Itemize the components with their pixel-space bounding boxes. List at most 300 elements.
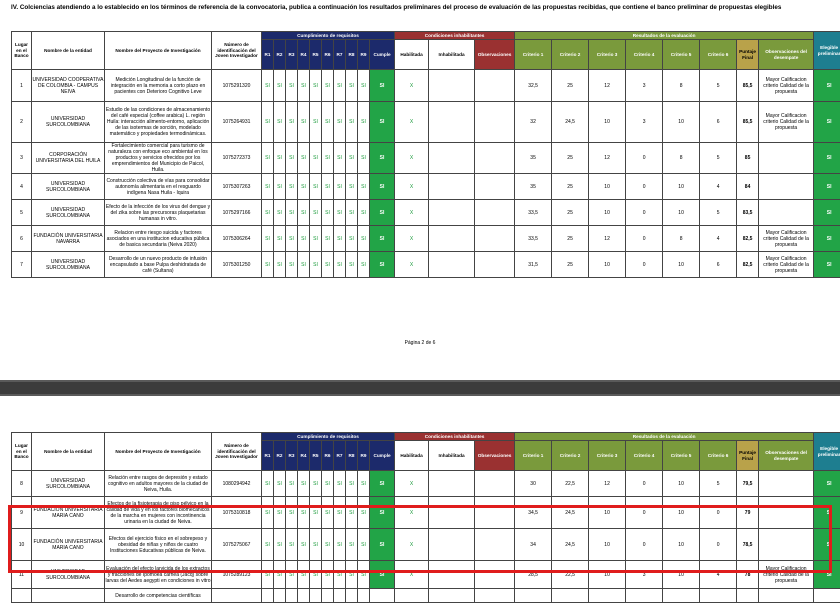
row-elegible: SI	[814, 70, 840, 102]
row-lugar: 10	[12, 529, 32, 561]
col-entidad: Nombre de la entidad	[32, 32, 105, 70]
row-r9: SI	[358, 252, 370, 278]
row-habilitada: X	[395, 143, 429, 174]
col-r3: R3	[286, 441, 298, 471]
row-habilitada: X	[395, 174, 429, 200]
row-criterio-4: 3	[626, 561, 663, 589]
group-condiciones: Condiciones inhabilitantes	[395, 32, 515, 40]
table-row	[12, 70, 840, 102]
row-r5: SI	[310, 102, 322, 143]
row-habilitada: X	[395, 70, 429, 102]
row-observaciones	[475, 200, 515, 226]
row-numero: 1075301250	[212, 252, 262, 278]
row-inhabilitada	[429, 471, 475, 497]
col-lugar: Lugar en el Banco	[12, 433, 32, 471]
row-puntaje: 82,5	[737, 226, 759, 252]
row-cumple: SI	[370, 70, 395, 102]
row-observaciones	[475, 143, 515, 174]
row-criterio-2: 24,5	[552, 529, 589, 561]
col-habilitada: Habilitada	[395, 40, 429, 70]
col-criterio-6: Criterio 6	[700, 441, 737, 471]
row-r3: SI	[286, 200, 298, 226]
row-puntaje: 79,5	[737, 471, 759, 497]
row-elegible: SI	[814, 174, 840, 200]
row-proyecto: Evaluación del efecto larvicida de los extractos y fracciones de Ipomoea carnea (Jacq) sobre larvas del Aedes aegypti en condiciones in vitro	[105, 561, 212, 589]
row-r8: SI	[346, 200, 358, 226]
row-cumple: SI	[370, 200, 395, 226]
row-criterio-6: 4	[700, 561, 737, 589]
row-r6: SI	[322, 561, 334, 589]
row-r7: SI	[334, 252, 346, 278]
row-criterio-3: 12	[589, 70, 626, 102]
row-r1: SI	[262, 143, 274, 174]
group-cumplimiento: Cumplimiento de requisitos	[262, 433, 395, 441]
row-r7: SI	[334, 226, 346, 252]
row-r1: SI	[262, 252, 274, 278]
row-r9: SI	[358, 471, 370, 497]
row-proyecto: Construcción colectiva de vías para consolidar autonomía alimentaria en el resguardo indígena Nasa Huila - Iquira	[105, 174, 212, 200]
row-r7: SI	[334, 102, 346, 143]
row-r8: SI	[346, 561, 358, 589]
row-r9: SI	[358, 70, 370, 102]
row-r7	[334, 589, 346, 603]
row-inhabilitada	[429, 174, 475, 200]
row-criterio-6: 6	[700, 252, 737, 278]
row-r4: SI	[298, 226, 310, 252]
col-r4: R4	[298, 40, 310, 70]
row-habilitada: X	[395, 102, 429, 143]
row-criterio-2: 25	[552, 226, 589, 252]
row-criterio-1: 32	[515, 102, 552, 143]
row-entidad: UNIVERSIDAD SURCOLOMBIANA	[32, 102, 105, 143]
row-criterio-3: 12	[589, 143, 626, 174]
row-criterio-3: 10	[589, 561, 626, 589]
row-r5	[310, 589, 322, 603]
row-lugar: 5	[12, 200, 32, 226]
row-entidad: UNIVERSIDAD SURCOLOMBIANA	[32, 252, 105, 278]
row-puntaje: 78	[737, 561, 759, 589]
row-numero: 1075289123	[212, 561, 262, 589]
row-r7: SI	[334, 497, 346, 529]
col-criterio-4: Criterio 4	[626, 441, 663, 471]
row-criterio-2: 24,5	[552, 497, 589, 529]
row-r1	[262, 589, 274, 603]
col-observaciones: Observaciones	[475, 441, 515, 471]
row-habilitada: X	[395, 497, 429, 529]
row-entidad: FUNDACIÓN UNIVERSITARIA MARIA CANO	[32, 497, 105, 529]
row-criterio-1: 34,5	[515, 497, 552, 529]
row-criterio-4: 0	[626, 174, 663, 200]
row-proyecto: Efectos de la fisioterapia de piso pélvico en la calidad de vida y en los factores biomecánicos de la marcha en mujeres con incontinencia urinaria en la ciudad de Neiva.	[105, 497, 212, 529]
row-r5: SI	[310, 497, 322, 529]
row-r9: SI	[358, 102, 370, 143]
row-r5: SI	[310, 226, 322, 252]
col-obs-desempate: Observaciones del desempate	[759, 40, 814, 70]
row-numero: 1075297166	[212, 200, 262, 226]
row-obs-desempate	[759, 589, 814, 603]
row-criterio-3: 12	[589, 226, 626, 252]
row-criterio-6: 4	[700, 226, 737, 252]
row-criterio-5: 8	[663, 143, 700, 174]
row-cumple: SI	[370, 143, 395, 174]
row-habilitada: X	[395, 252, 429, 278]
table-row	[12, 174, 840, 200]
col-elegible: Elegible preliminar	[814, 32, 840, 70]
row-criterio-3: 10	[589, 497, 626, 529]
row-criterio-4: 3	[626, 70, 663, 102]
row-criterio-5: 10	[663, 497, 700, 529]
row-r6: SI	[322, 70, 334, 102]
row-entidad: CORPORACIÓN UNIVERSITARIA DEL HUILA	[32, 143, 105, 174]
row-r7: SI	[334, 143, 346, 174]
col-criterio-5: Criterio 5	[663, 441, 700, 471]
row-r4: SI	[298, 497, 310, 529]
row-obs-desempate	[759, 200, 814, 226]
row-r6: SI	[322, 529, 334, 561]
col-r5: R5	[310, 441, 322, 471]
col-obs-desempate: Observaciones del desempate	[759, 441, 814, 471]
row-observaciones	[475, 252, 515, 278]
row-cumple: SI	[370, 102, 395, 143]
row-r6	[322, 589, 334, 603]
row-r3: SI	[286, 497, 298, 529]
col-numero: Número de identificación del Joven Investigador	[212, 32, 262, 70]
row-lugar: 1	[12, 70, 32, 102]
row-r5: SI	[310, 70, 322, 102]
col-r5: R5	[310, 40, 322, 70]
row-entidad: UNIVERSIDAD SURCOLOMBIANA	[32, 471, 105, 497]
row-proyecto: Estudio de las condiciones de almacenamiento del café especial (coffee arabica) L. región Huila: interacción alimento-entorno, aplicación de las isotermas de sorción, modelado matemático y propiedades termodinámicas.	[105, 102, 212, 143]
row-r8: SI	[346, 529, 358, 561]
group-condiciones: Condiciones inhabilitantes	[395, 433, 515, 441]
col-inhabilitada: Inhabilitada	[429, 40, 475, 70]
group-resultados: Resultados de la evaluación	[515, 433, 814, 441]
row-proyecto: Fortalecimiento comercial para turismo de naturaleza con enfoque eco ambiental en los productos y servicios ofrecidos por los emprendimientos del Municipio de Paicol, Huila.	[105, 143, 212, 174]
row-r1: SI	[262, 529, 274, 561]
row-criterio-4: 0	[626, 471, 663, 497]
row-entidad: FUNDACIÓN UNIVERSITARIA NAVARRA	[32, 226, 105, 252]
row-proyecto: Efectos del ejercicio físico en el sobrepeso y obesidad de niñas y niños de cuatro Instituciones Educativas públicas de Neiva.	[105, 529, 212, 561]
row-r3: SI	[286, 226, 298, 252]
row-r9: SI	[358, 200, 370, 226]
row-r9: SI	[358, 143, 370, 174]
row-observaciones	[475, 102, 515, 143]
row-criterio-1: 34	[515, 529, 552, 561]
row-cumple: SI	[370, 529, 395, 561]
col-lugar: Lugar en el Banco	[12, 32, 32, 70]
row-criterio-5: 10	[663, 200, 700, 226]
row-r3: SI	[286, 252, 298, 278]
row-r5: SI	[310, 252, 322, 278]
row-r8: SI	[346, 226, 358, 252]
row-r1: SI	[262, 471, 274, 497]
row-inhabilitada	[429, 226, 475, 252]
row-lugar: 7	[12, 252, 32, 278]
row-r4: SI	[298, 200, 310, 226]
group-cumplimiento: Cumplimiento de requisitos	[262, 32, 395, 40]
row-r5: SI	[310, 174, 322, 200]
row-r5: SI	[310, 143, 322, 174]
row-inhabilitada	[429, 589, 475, 603]
row-cumple: SI	[370, 471, 395, 497]
row-r9: SI	[358, 497, 370, 529]
col-criterio-1: Criterio 1	[515, 441, 552, 471]
row-criterio-5: 8	[663, 226, 700, 252]
col-r9: R9	[358, 441, 370, 471]
row-entidad	[32, 589, 105, 603]
row-obs-desempate	[759, 143, 814, 174]
row-r6: SI	[322, 497, 334, 529]
row-habilitada: X	[395, 200, 429, 226]
table-row	[12, 252, 840, 278]
row-r2	[274, 589, 286, 603]
row-criterio-3: 10	[589, 252, 626, 278]
row-criterio-6	[700, 589, 737, 603]
highlight-box	[8, 505, 832, 573]
row-puntaje: 78,5	[737, 529, 759, 561]
row-r7: SI	[334, 561, 346, 589]
row-r5: SI	[310, 471, 322, 497]
row-elegible: SI	[814, 252, 840, 278]
row-lugar: 8	[12, 471, 32, 497]
row-inhabilitada	[429, 143, 475, 174]
row-criterio-4: 0	[626, 529, 663, 561]
table-row	[12, 143, 840, 174]
col-criterio-2: Criterio 2	[552, 40, 589, 70]
row-r2: SI	[274, 226, 286, 252]
row-observaciones	[475, 471, 515, 497]
row-r4: SI	[298, 252, 310, 278]
table-row	[12, 226, 840, 252]
row-r7: SI	[334, 471, 346, 497]
col-puntaje: Puntaje Final	[737, 40, 759, 70]
row-elegible	[814, 589, 840, 603]
row-cumple: SI	[370, 497, 395, 529]
row-criterio-5: 10	[663, 561, 700, 589]
row-criterio-5: 8	[663, 70, 700, 102]
row-criterio-4: 0	[626, 200, 663, 226]
row-proyecto: Relacion entre riesgo suicida y factores asociados en una institucion educativa pública de basica secundaria (Neiva 2020)	[105, 226, 212, 252]
row-r4: SI	[298, 70, 310, 102]
row-criterio-6: 5	[700, 143, 737, 174]
row-puntaje: 85,5	[737, 70, 759, 102]
row-obs-desempate: Mayor Calificacion criterio Calidad de la propuesta	[759, 252, 814, 278]
row-criterio-1: 28,5	[515, 561, 552, 589]
col-r4: R4	[298, 441, 310, 471]
row-criterio-3: 12	[589, 471, 626, 497]
row-r9	[358, 589, 370, 603]
row-elegible: SI	[814, 497, 840, 529]
col-r6: R6	[322, 441, 334, 471]
col-criterio-3: Criterio 3	[589, 441, 626, 471]
row-inhabilitada	[429, 102, 475, 143]
col-r2: R2	[274, 441, 286, 471]
col-criterio-5: Criterio 5	[663, 40, 700, 70]
col-r8: R8	[346, 441, 358, 471]
col-observaciones: Observaciones	[475, 40, 515, 70]
row-r3	[286, 589, 298, 603]
row-r8: SI	[346, 143, 358, 174]
row-numero: 1075272373	[212, 143, 262, 174]
row-obs-desempate	[759, 174, 814, 200]
row-r2: SI	[274, 497, 286, 529]
row-r1: SI	[262, 174, 274, 200]
row-criterio-5: 10	[663, 174, 700, 200]
row-inhabilitada	[429, 200, 475, 226]
row-r8: SI	[346, 70, 358, 102]
row-criterio-3: 10	[589, 174, 626, 200]
row-obs-desempate: Mayor Calificacion criterio Calidad de la propuesta	[759, 102, 814, 143]
col-criterio-2: Criterio 2	[552, 441, 589, 471]
col-cumple: Cumple	[370, 441, 395, 471]
row-r8: SI	[346, 471, 358, 497]
col-criterio-4: Criterio 4	[626, 40, 663, 70]
row-r4	[298, 589, 310, 603]
row-habilitada: X	[395, 226, 429, 252]
page-separator	[0, 372, 840, 408]
row-numero: 1075275067	[212, 529, 262, 561]
row-criterio-1: 35	[515, 174, 552, 200]
row-r6: SI	[322, 143, 334, 174]
row-criterio-2: 22,5	[552, 471, 589, 497]
row-cumple: SI	[370, 252, 395, 278]
row-criterio-3: 10	[589, 102, 626, 143]
table-row	[12, 102, 840, 143]
row-criterio-6: 5	[700, 471, 737, 497]
row-observaciones	[475, 70, 515, 102]
row-criterio-2: 25	[552, 70, 589, 102]
col-r7: R7	[334, 441, 346, 471]
col-elegible: Elegible preliminar	[814, 433, 840, 471]
col-r3: R3	[286, 40, 298, 70]
row-r1: SI	[262, 200, 274, 226]
row-entidad: UNIVERSIDAD COOPERATIVA DE COLOMBIA - CAMPUS NEIVA	[32, 70, 105, 102]
row-lugar: 3	[12, 143, 32, 174]
row-r5: SI	[310, 529, 322, 561]
row-criterio-2: 25	[552, 200, 589, 226]
results-table-page-1	[11, 31, 840, 278]
row-r9: SI	[358, 226, 370, 252]
col-r7: R7	[334, 40, 346, 70]
row-criterio-6: 0	[700, 497, 737, 529]
row-r1: SI	[262, 102, 274, 143]
row-criterio-6: 5	[700, 70, 737, 102]
row-elegible: SI	[814, 561, 840, 589]
page-footer: Página 2 de 6	[404, 340, 436, 346]
row-r1: SI	[262, 70, 274, 102]
row-criterio-6: 4	[700, 174, 737, 200]
row-r8: SI	[346, 497, 358, 529]
col-r8: R8	[346, 40, 358, 70]
row-elegible: SI	[814, 471, 840, 497]
row-lugar: 9	[12, 497, 32, 529]
row-r7: SI	[334, 200, 346, 226]
col-r1: R1	[262, 40, 274, 70]
row-obs-desempate	[759, 471, 814, 497]
row-puntaje: 84	[737, 174, 759, 200]
row-entidad: FUNDACIÓN UNIVERSITARIA MARIA CANO	[32, 529, 105, 561]
row-numero: 1075307263	[212, 174, 262, 200]
row-r3: SI	[286, 70, 298, 102]
row-criterio-2: 25	[552, 174, 589, 200]
row-criterio-5: 10	[663, 252, 700, 278]
row-r5: SI	[310, 200, 322, 226]
row-criterio-4: 0	[626, 497, 663, 529]
row-r8	[346, 589, 358, 603]
row-elegible: SI	[814, 200, 840, 226]
row-r3: SI	[286, 174, 298, 200]
row-r4: SI	[298, 174, 310, 200]
row-criterio-4: 3	[626, 102, 663, 143]
row-criterio-3: 10	[589, 200, 626, 226]
rows-page-1	[12, 70, 840, 278]
row-r9: SI	[358, 561, 370, 589]
row-elegible: SI	[814, 226, 840, 252]
row-criterio-2	[552, 589, 589, 603]
col-r6: R6	[322, 40, 334, 70]
row-r4: SI	[298, 561, 310, 589]
row-criterio-3	[589, 589, 626, 603]
row-r4: SI	[298, 529, 310, 561]
row-criterio-1: 31,5	[515, 252, 552, 278]
col-proyecto: Nombre del Proyecto de Investigación	[105, 433, 212, 471]
col-r9: R9	[358, 40, 370, 70]
row-r8: SI	[346, 252, 358, 278]
col-proyecto: Nombre del Proyecto de Investigación	[105, 32, 212, 70]
row-numero: 1075306264	[212, 226, 262, 252]
col-numero: Número de identificación del Joven Investigador	[212, 433, 262, 471]
row-numero: 1080294942	[212, 471, 262, 497]
row-r6: SI	[322, 200, 334, 226]
row-numero: 1075264931	[212, 102, 262, 143]
row-numero	[212, 589, 262, 603]
row-entidad: UNIVERSIDAD SURCOLOMBIANA	[32, 200, 105, 226]
table-row	[12, 471, 840, 497]
row-r4: SI	[298, 143, 310, 174]
col-inhabilitada: Inhabilitada	[429, 441, 475, 471]
row-puntaje	[737, 589, 759, 603]
row-r7: SI	[334, 174, 346, 200]
row-r4: SI	[298, 471, 310, 497]
row-r8: SI	[346, 174, 358, 200]
row-criterio-1: 35	[515, 143, 552, 174]
row-criterio-4: 0	[626, 143, 663, 174]
section-heading: IV. Colciencias atendiendo a lo establecido en los términos de referencia de la convocatoria, publica a continuación los resultados preliminares del proceso de evaluación de las propuestas recibidas, que contiene el banco preliminar de propuestas elegibles	[11, 4, 782, 11]
row-criterio-4	[626, 589, 663, 603]
row-obs-desempate: Mayor Calificacion criterio Calidad de la propuesta	[759, 70, 814, 102]
table-row	[12, 589, 840, 603]
row-puntaje: 79	[737, 497, 759, 529]
row-proyecto: Medición Longitudinal de la función de integración en la memoria a corto plazo en pacientes con Deterioro Cognitivo Leve	[105, 70, 212, 102]
row-criterio-1	[515, 589, 552, 603]
row-r2: SI	[274, 70, 286, 102]
row-habilitada: X	[395, 561, 429, 589]
row-cumple: SI	[370, 226, 395, 252]
row-lugar: 6	[12, 226, 32, 252]
row-criterio-2: 22,5	[552, 561, 589, 589]
row-elegible: SI	[814, 102, 840, 143]
col-entidad: Nombre de la entidad	[32, 433, 105, 471]
row-lugar: 11	[12, 561, 32, 589]
row-r3: SI	[286, 102, 298, 143]
row-elegible: SI	[814, 529, 840, 561]
row-criterio-5: 10	[663, 471, 700, 497]
row-proyecto: Desarrollo de competencias científicas	[105, 589, 212, 603]
row-proyecto: Relación entre rasgos de depresión y estado cognitivo en adultos mayores de la ciudad de Neiva, Huila.	[105, 471, 212, 497]
row-lugar: 4	[12, 174, 32, 200]
row-r2: SI	[274, 561, 286, 589]
row-criterio-2: 25	[552, 143, 589, 174]
